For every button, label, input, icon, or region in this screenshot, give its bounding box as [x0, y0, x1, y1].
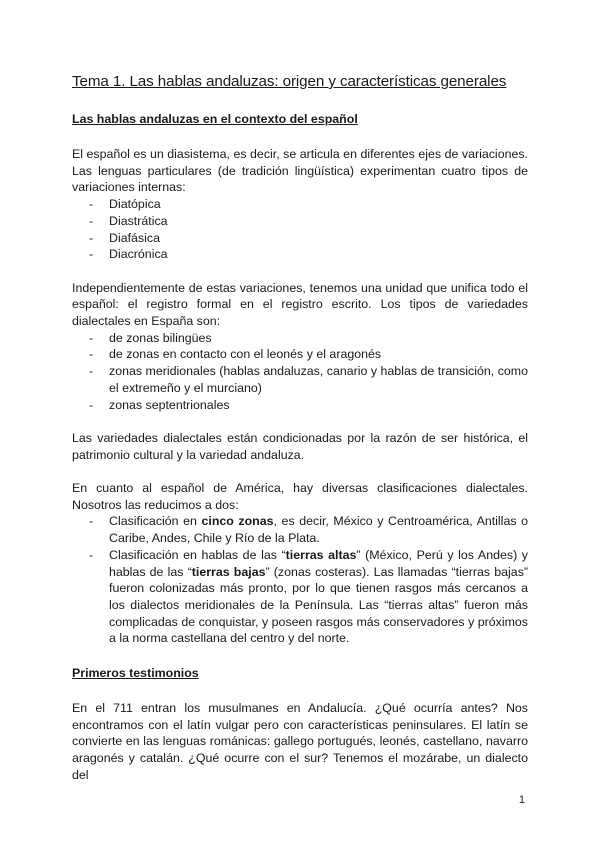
list-item: - Clasificación en hablas de las “tierras altas” (México, Perú y los Andes) y hablas de las “tierras bajas” (zonas costeras). Las llamadas “tierras bajas” fueron colonizadas más pronto, por lo que tienen rasgos más cercanos a los dialectos meridionales de la Península. Las “tierras altas” fueron más complicadas de conquistar, y poseen rasgos más conservadores y próximos a la norma castellana del centro y del norte.	[89, 547, 529, 646]
list-item: - Diatópica	[89, 197, 161, 212]
america-list	[72, 513, 528, 647]
paragraph-conditions: Las variedades dialectales están condicionadas por la razón de ser histórica, el patrimonio cultural y la variedad andaluza.	[72, 430, 528, 462]
paragraph-711: En el 711 entran los musulmanes en Andalucía. ¿Qué ocurría antes? Nos encontramos con el latín vulgar pero con características peninsulares. El latín se convierte en las lenguas románicas: gallego portugués, leonés, castellano, navarro aragonés y catalán. ¿Qué ocurre con el sur? Tenemos el mozárabe, un dialecto del	[72, 701, 528, 782]
document-page	[72, 72, 528, 784]
list-item: - de zonas en contacto con el leonés y el aragonés	[89, 347, 382, 362]
list-item: - Clasificación en cinco zonas, es decir, México y Centroamérica, Antillas o Caribe, Andes, Chile y Río de la Plata.	[89, 514, 528, 546]
section-heading-testimonios: Primeros testimonios	[72, 666, 199, 681]
list-item: - Diafásica	[89, 230, 160, 245]
paragraph-america: En cuanto al español de América, hay diversas clasificaciones dialectales. Nosotros las reducimos a dos:	[72, 481, 528, 512]
section-heading-context: Las hablas andaluzas en el contexto del español	[72, 112, 358, 126]
list-item: - Diacrónica	[89, 247, 168, 262]
varieties-list	[72, 330, 528, 414]
paragraph-varieties: Independientemente de estas variaciones, tenemos una unidad que unifica todo el español: el registro formal en el registro escrito. Los tipos de variedades dialectales en España son:	[72, 280, 528, 329]
variations-list	[72, 196, 528, 263]
paragraph-diasistema: El español es un diasistema, es decir, se articula en diferentes ejes de variaciones. Las lenguas particulares (de tradición lingüística) experimentan cuatro tipos de variaciones internas:	[72, 147, 528, 195]
document-title: Tema 1. Las hablas andaluzas: origen y características generales	[72, 73, 507, 90]
list-item: - de zonas bilingües	[89, 330, 212, 345]
list-item: - Diastrática	[89, 213, 168, 228]
list-item: - zonas septentrionales	[89, 397, 230, 412]
page-number: 1	[518, 794, 525, 806]
list-item: - zonas meridionales (hablas andaluzas, canario y hablas de transición, como el extremeño y el murciano)	[89, 364, 528, 395]
